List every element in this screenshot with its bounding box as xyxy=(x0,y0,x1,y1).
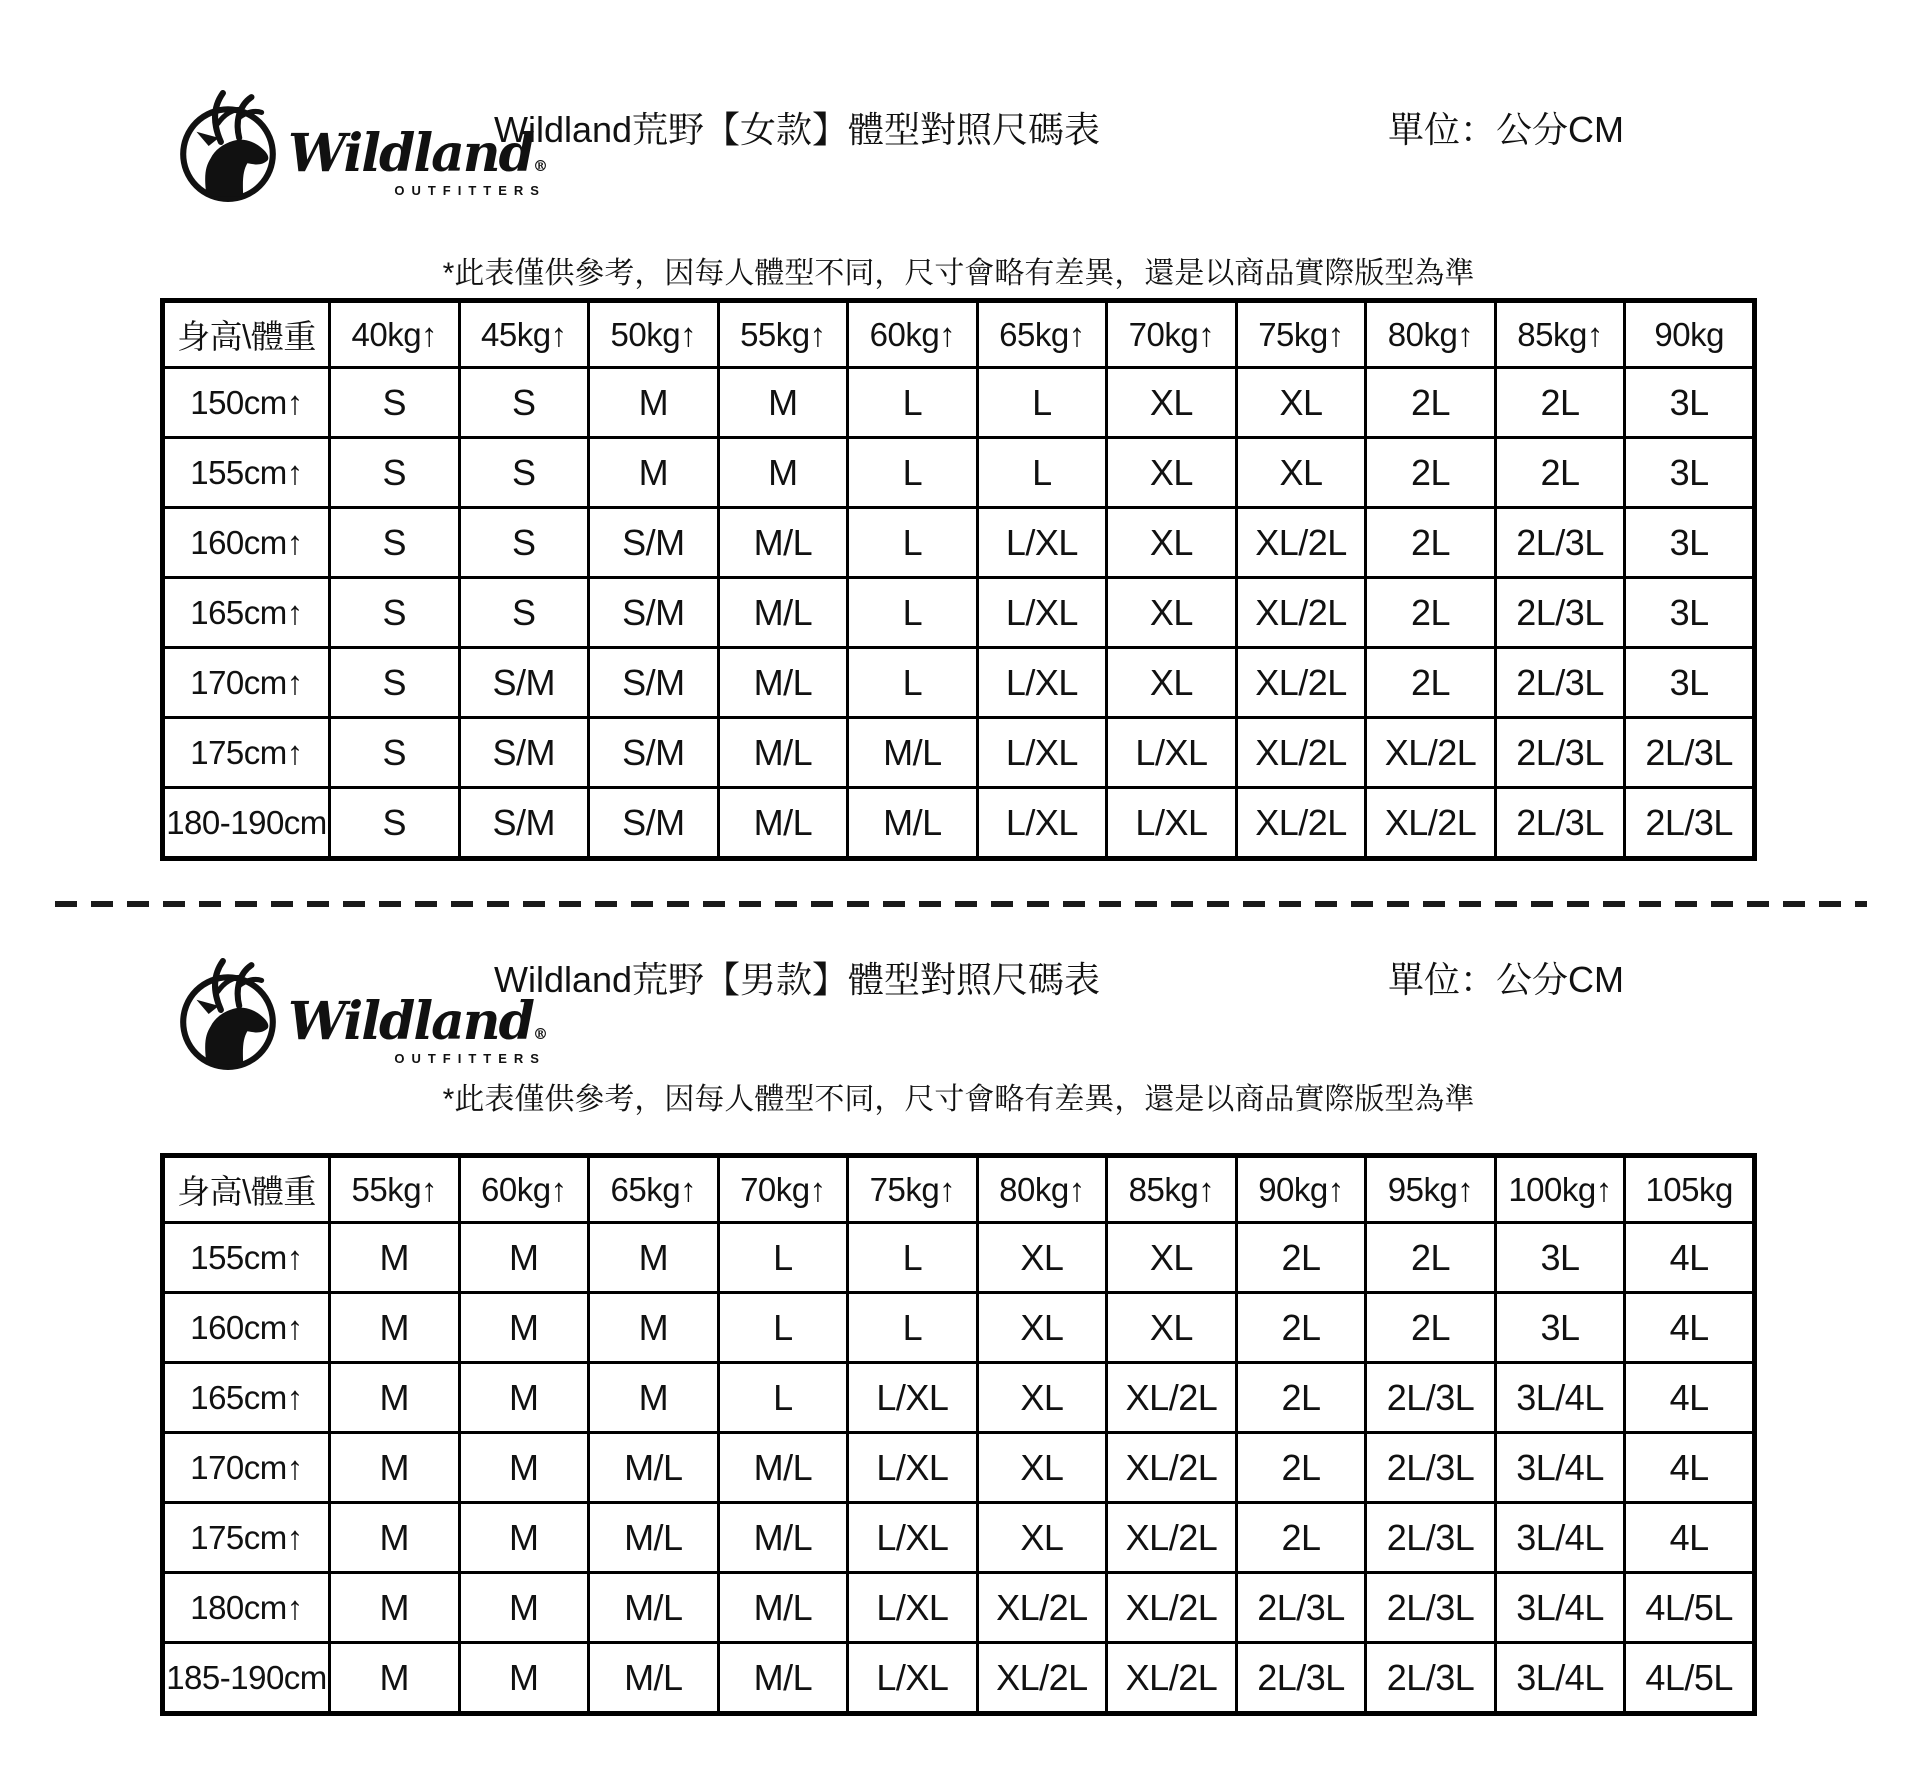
size-cell: L xyxy=(848,1293,978,1363)
height-header-cell: 170cm↑ xyxy=(163,1433,330,1503)
dashed-divider xyxy=(55,901,1867,907)
weight-header-cell: 75kg↑ xyxy=(1236,301,1366,368)
size-cell: L xyxy=(848,438,978,508)
size-cell: 3L xyxy=(1625,438,1755,508)
size-row xyxy=(163,508,1755,578)
size-cell: S xyxy=(330,648,460,718)
size-cell: 2L/3L xyxy=(1625,718,1755,788)
size-cell: S xyxy=(459,578,589,648)
height-header-cell: 180-190cm xyxy=(163,788,330,859)
size-cell: M/L xyxy=(589,1503,719,1573)
size-cell: 3L xyxy=(1495,1293,1625,1363)
size-cell: L/XL xyxy=(977,718,1107,788)
size-row xyxy=(163,438,1755,508)
size-cell: M/L xyxy=(589,1643,719,1714)
size-cell: L xyxy=(718,1223,848,1293)
size-cell: XL xyxy=(1236,438,1366,508)
size-cell: M xyxy=(589,1363,719,1433)
size-cell: S xyxy=(330,438,460,508)
size-cell: XL/2L xyxy=(1236,648,1366,718)
size-cell: S/M xyxy=(589,578,719,648)
weight-header-cell: 55kg↑ xyxy=(330,1156,460,1223)
weight-header-cell: 100kg↑ xyxy=(1495,1156,1625,1223)
size-cell: 2L xyxy=(1366,438,1496,508)
size-cell: XL/2L xyxy=(1366,788,1496,859)
wildland-logo xyxy=(172,84,546,208)
size-cell: M xyxy=(589,438,719,508)
size-cell: L/XL xyxy=(977,788,1107,859)
size-cell: S/M xyxy=(459,648,589,718)
logo-brand-text: Wildland® xyxy=(288,123,546,184)
size-row xyxy=(163,368,1755,438)
size-cell: XL xyxy=(1107,1293,1237,1363)
size-cell: 2L/3L xyxy=(1495,648,1625,718)
size-cell: 2L/3L xyxy=(1495,788,1625,859)
size-row xyxy=(163,648,1755,718)
weight-header-cell: 75kg↑ xyxy=(848,1156,978,1223)
size-cell: 2L xyxy=(1236,1293,1366,1363)
size-cell: S xyxy=(459,368,589,438)
size-cell: L xyxy=(848,508,978,578)
size-cell: L/XL xyxy=(1107,788,1237,859)
size-cell: 4L xyxy=(1625,1293,1755,1363)
size-cell: 3L xyxy=(1625,508,1755,578)
weight-header-cell: 65kg↑ xyxy=(589,1156,719,1223)
size-cell: 3L xyxy=(1625,368,1755,438)
size-cell: 2L/3L xyxy=(1366,1363,1496,1433)
logo-outfitters-text: OUTFITTERS xyxy=(394,1051,546,1066)
size-cell: XL/2L xyxy=(1236,718,1366,788)
size-cell: 3L/4L xyxy=(1495,1363,1625,1433)
weight-header-cell: 80kg↑ xyxy=(1366,301,1496,368)
size-cell: S xyxy=(459,438,589,508)
height-header-cell: 155cm↑ xyxy=(163,438,330,508)
men-table-title: Wildland荒野【男款】體型對照尺碼表 xyxy=(494,959,1101,1000)
size-cell: 4L xyxy=(1625,1503,1755,1573)
logo-outfitters-text: OUTFITTERS xyxy=(394,183,546,198)
corner-header-cell: 身高\體重 xyxy=(163,301,330,368)
size-cell: S xyxy=(330,788,460,859)
weight-header-cell: 80kg↑ xyxy=(977,1156,1107,1223)
size-cell: L xyxy=(977,368,1107,438)
height-header-cell: 160cm↑ xyxy=(163,508,330,578)
size-cell: 3L/4L xyxy=(1495,1433,1625,1503)
weight-header-cell: 60kg↑ xyxy=(848,301,978,368)
size-cell: L/XL xyxy=(977,648,1107,718)
size-cell: S xyxy=(330,718,460,788)
size-cell: XL xyxy=(1107,438,1237,508)
size-cell: XL/2L xyxy=(1236,508,1366,578)
size-cell: XL xyxy=(1107,368,1237,438)
weight-header-cell: 45kg↑ xyxy=(459,301,589,368)
size-cell: M xyxy=(459,1643,589,1714)
size-cell: M xyxy=(459,1433,589,1503)
size-cell: M xyxy=(718,438,848,508)
header-row xyxy=(163,301,1755,368)
size-cell: M/L xyxy=(848,718,978,788)
size-cell: 2L xyxy=(1366,1223,1496,1293)
size-cell: S/M xyxy=(589,648,719,718)
weight-header-cell: 85kg↑ xyxy=(1495,301,1625,368)
height-header-cell: 175cm↑ xyxy=(163,718,330,788)
size-cell: XL xyxy=(977,1363,1107,1433)
size-cell: 2L xyxy=(1236,1223,1366,1293)
size-cell: M xyxy=(589,1293,719,1363)
size-cell: M xyxy=(459,1223,589,1293)
size-cell: 2L xyxy=(1366,648,1496,718)
size-cell: L/XL xyxy=(848,1363,978,1433)
women-size-table xyxy=(160,298,1757,861)
logo-brand-text: Wildland® xyxy=(288,991,546,1052)
size-cell: 2L/3L xyxy=(1495,508,1625,578)
weight-header-cell: 55kg↑ xyxy=(718,301,848,368)
height-header-cell: 170cm↑ xyxy=(163,648,330,718)
corner-header-cell: 身高\體重 xyxy=(163,1156,330,1223)
size-cell: 2L xyxy=(1366,368,1496,438)
size-cell: 4L xyxy=(1625,1223,1755,1293)
size-cell: S/M xyxy=(589,718,719,788)
size-cell: M xyxy=(330,1573,460,1643)
size-cell: M xyxy=(459,1573,589,1643)
height-header-cell: 175cm↑ xyxy=(163,1503,330,1573)
size-cell: S xyxy=(330,508,460,578)
size-cell: S xyxy=(330,368,460,438)
size-cell: S/M xyxy=(589,508,719,578)
registered-mark: ® xyxy=(532,157,546,175)
size-cell: 3L xyxy=(1495,1223,1625,1293)
weight-header-cell: 85kg↑ xyxy=(1107,1156,1237,1223)
height-header-cell: 180cm↑ xyxy=(163,1573,330,1643)
size-cell: 2L/3L xyxy=(1495,718,1625,788)
size-cell: M/L xyxy=(848,788,978,859)
deer-logo-icon xyxy=(172,952,284,1076)
size-cell: XL xyxy=(1107,508,1237,578)
disclaimer-note: *此表僅供參考，因每人體型不同，尺寸會略有差異，還是以商品實際版型為準 xyxy=(442,257,1475,290)
size-cell: XL xyxy=(977,1503,1107,1573)
size-cell: M/L xyxy=(718,648,848,718)
height-header-cell: 160cm↑ xyxy=(163,1293,330,1363)
size-cell: 2L xyxy=(1366,1293,1496,1363)
height-header-cell: 165cm↑ xyxy=(163,1363,330,1433)
size-cell: M xyxy=(589,1223,719,1293)
size-cell: L xyxy=(718,1363,848,1433)
logo-wordmark xyxy=(288,991,546,1066)
weight-header-cell: 70kg↑ xyxy=(1107,301,1237,368)
weight-header-cell: 70kg↑ xyxy=(718,1156,848,1223)
size-cell: 2L xyxy=(1366,578,1496,648)
size-cell: XL xyxy=(1107,1223,1237,1293)
size-row xyxy=(163,1503,1755,1573)
size-row xyxy=(163,718,1755,788)
size-cell: L xyxy=(848,578,978,648)
size-cell: M/L xyxy=(718,1433,848,1503)
size-row xyxy=(163,788,1755,859)
size-cell: XL xyxy=(977,1223,1107,1293)
size-cell: L/XL xyxy=(848,1573,978,1643)
size-cell: M/L xyxy=(718,1643,848,1714)
size-cell: 2L/3L xyxy=(1236,1573,1366,1643)
weight-header-cell: 90kg↑ xyxy=(1236,1156,1366,1223)
size-cell: 3L xyxy=(1625,578,1755,648)
weight-header-cell: 105kg xyxy=(1625,1156,1755,1223)
weight-header-cell: 40kg↑ xyxy=(330,301,460,368)
size-cell: 3L/4L xyxy=(1495,1503,1625,1573)
size-cell: M xyxy=(459,1363,589,1433)
size-cell: M/L xyxy=(718,718,848,788)
wildland-logo xyxy=(172,952,546,1076)
size-cell: M/L xyxy=(718,1503,848,1573)
size-cell: 2L xyxy=(1236,1433,1366,1503)
size-cell: M xyxy=(718,368,848,438)
size-cell: 4L/5L xyxy=(1625,1573,1755,1643)
weight-header-cell: 60kg↑ xyxy=(459,1156,589,1223)
size-cell: 2L xyxy=(1366,508,1496,578)
size-cell: 2L/3L xyxy=(1366,1643,1496,1714)
weight-header-cell: 50kg↑ xyxy=(589,301,719,368)
size-cell: M xyxy=(330,1293,460,1363)
size-cell: M xyxy=(330,1433,460,1503)
height-header-cell: 155cm↑ xyxy=(163,1223,330,1293)
size-cell: 2L/3L xyxy=(1366,1433,1496,1503)
size-cell: 4L xyxy=(1625,1363,1755,1433)
size-cell: 2L xyxy=(1236,1363,1366,1433)
size-cell: L/XL xyxy=(977,578,1107,648)
size-cell: S/M xyxy=(459,718,589,788)
size-cell: M/L xyxy=(589,1433,719,1503)
weight-header-cell: 95kg↑ xyxy=(1366,1156,1496,1223)
size-cell: 2L/3L xyxy=(1366,1503,1496,1573)
unit-label: 單位：公分CM xyxy=(1388,109,1624,150)
weight-header-cell: 90kg xyxy=(1625,301,1755,368)
size-cell: M xyxy=(330,1363,460,1433)
size-cell: L/XL xyxy=(848,1433,978,1503)
registered-mark: ® xyxy=(532,1025,546,1043)
size-cell: 2L/3L xyxy=(1495,578,1625,648)
size-cell: L/XL xyxy=(1107,718,1237,788)
size-cell: L xyxy=(848,368,978,438)
size-cell: XL/2L xyxy=(1236,578,1366,648)
size-cell: XL xyxy=(977,1293,1107,1363)
size-cell: M/L xyxy=(589,1573,719,1643)
size-row xyxy=(163,578,1755,648)
size-cell: 2L/3L xyxy=(1236,1643,1366,1714)
size-cell: XL xyxy=(1107,578,1237,648)
size-cell: XL xyxy=(1236,368,1366,438)
size-cell: 2L/3L xyxy=(1366,1573,1496,1643)
size-cell: L xyxy=(848,1223,978,1293)
size-row xyxy=(163,1433,1755,1503)
size-row xyxy=(163,1643,1755,1714)
weight-header-cell: 65kg↑ xyxy=(977,301,1107,368)
unit-label: 單位：公分CM xyxy=(1388,959,1624,1000)
size-row xyxy=(163,1223,1755,1293)
size-cell: M xyxy=(459,1293,589,1363)
size-cell: 2L/3L xyxy=(1625,788,1755,859)
size-cell: 2L xyxy=(1495,438,1625,508)
size-cell: M xyxy=(459,1503,589,1573)
deer-logo-icon xyxy=(172,84,284,208)
size-cell: XL/2L xyxy=(1236,788,1366,859)
size-cell: S xyxy=(330,578,460,648)
height-header-cell: 185-190cm xyxy=(163,1643,330,1714)
size-cell: L xyxy=(718,1293,848,1363)
size-cell: XL/2L xyxy=(1366,718,1496,788)
size-cell: XL/2L xyxy=(977,1643,1107,1714)
size-cell: 2L xyxy=(1236,1503,1366,1573)
size-cell: M/L xyxy=(718,578,848,648)
size-cell: 3L xyxy=(1625,648,1755,718)
size-cell: 3L/4L xyxy=(1495,1643,1625,1714)
size-cell: L/XL xyxy=(977,508,1107,578)
size-cell: L xyxy=(977,438,1107,508)
size-cell: XL/2L xyxy=(1107,1433,1237,1503)
size-cell: XL/2L xyxy=(1107,1643,1237,1714)
size-cell: XL/2L xyxy=(1107,1363,1237,1433)
size-cell: L/XL xyxy=(848,1503,978,1573)
size-cell: 3L/4L xyxy=(1495,1573,1625,1643)
size-cell: 4L/5L xyxy=(1625,1643,1755,1714)
size-cell: XL/2L xyxy=(1107,1503,1237,1573)
size-row xyxy=(163,1573,1755,1643)
disclaimer-note: *此表僅供參考，因每人體型不同，尺寸會略有差異，還是以商品實際版型為準 xyxy=(442,1083,1475,1116)
size-cell: S xyxy=(459,508,589,578)
size-cell: S/M xyxy=(459,788,589,859)
size-cell: XL/2L xyxy=(1107,1573,1237,1643)
size-cell: XL xyxy=(977,1433,1107,1503)
size-cell: 2L xyxy=(1495,368,1625,438)
size-cell: XL xyxy=(1107,648,1237,718)
size-cell: M xyxy=(330,1643,460,1714)
size-cell: M/L xyxy=(718,788,848,859)
size-cell: M xyxy=(330,1503,460,1573)
size-cell: M/L xyxy=(718,1573,848,1643)
height-header-cell: 165cm↑ xyxy=(163,578,330,648)
women-table-title: Wildland荒野【女款】體型對照尺碼表 xyxy=(494,109,1101,150)
size-cell: S/M xyxy=(589,788,719,859)
size-row xyxy=(163,1293,1755,1363)
size-cell: M xyxy=(330,1223,460,1293)
size-cell: 4L xyxy=(1625,1433,1755,1503)
size-cell: L/XL xyxy=(848,1643,978,1714)
size-cell: M/L xyxy=(718,508,848,578)
size-cell: L xyxy=(848,648,978,718)
men-size-table xyxy=(160,1153,1757,1716)
size-cell: XL/2L xyxy=(977,1573,1107,1643)
size-cell: M xyxy=(589,368,719,438)
header-row xyxy=(163,1156,1755,1223)
height-header-cell: 150cm↑ xyxy=(163,368,330,438)
size-row xyxy=(163,1363,1755,1433)
